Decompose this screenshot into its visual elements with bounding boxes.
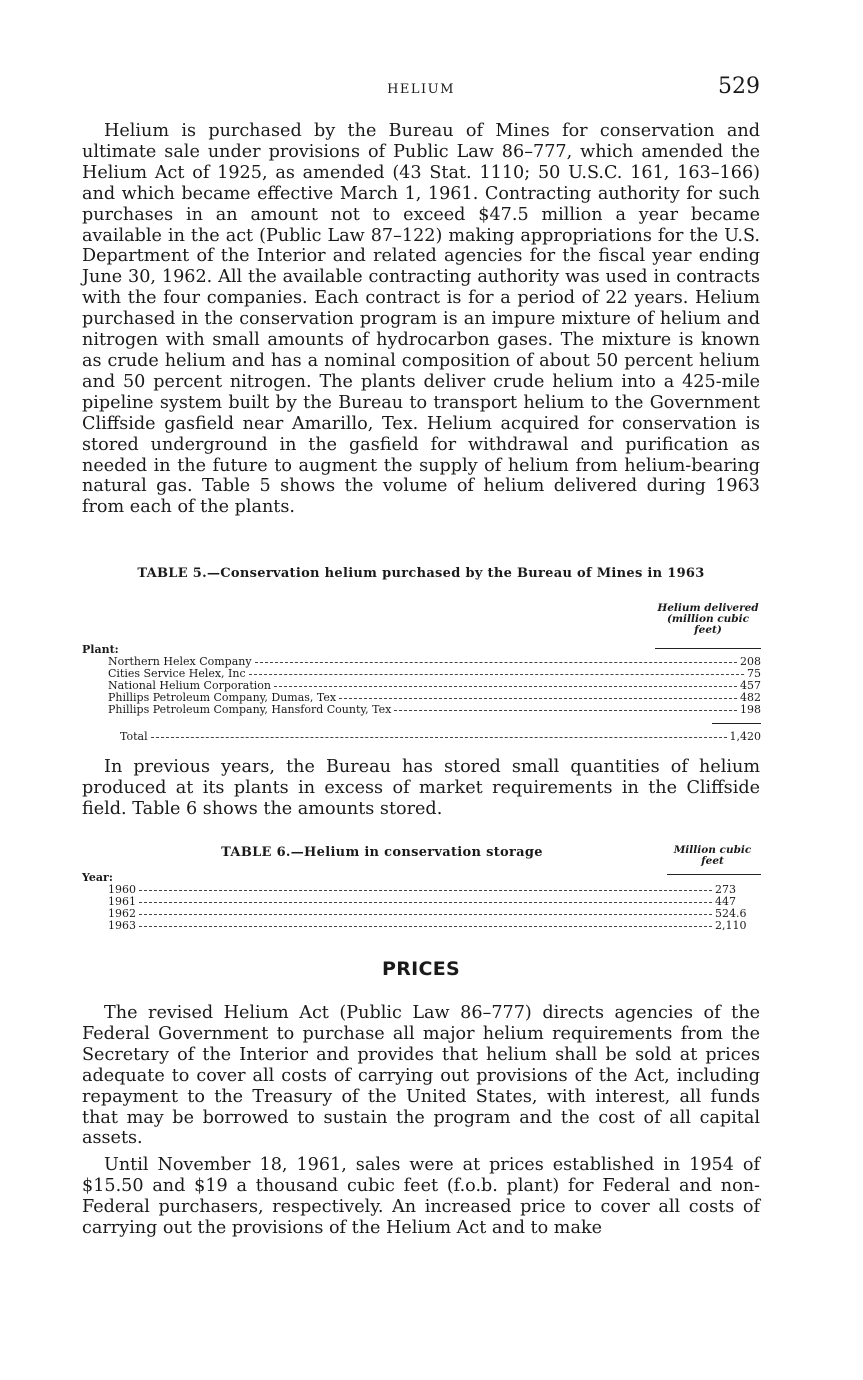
paragraph-previous-storage: In previous years, the Bureau has stored small quantities of helium produced at its plants in excess of market requirements in the Cliffside field. Table 6 shows the amounts stored.	[82, 757, 760, 819]
table-row	[108, 908, 761, 920]
table6-column-header	[655, 845, 770, 867]
paragraph-helium-purchase: Helium is purchased by the Bureau of Mines for conservation and ultimate sale under provisions of Public Law 86–777, which amended the Helium Act of 1925, as amended (43 Stat. 1110; 50 U.S.C. 161, 163–166) and which became effective March 1, 1961. Contracting authority for such purchases in an amount not to exceed $47.5 million a year became available in the act (Public Law 87–122) making appropriations for the U.S. Department of the Interior and related agencies for the fiscal year ending June 30, 1962. All the available contracting authority was used in contracts with the four companies. Each contract is for a period of 22 years. Helium purchased in the conservation program is an impure mixture of helium and nitrogen with small amounts of hydrocarbon gases. The mixture is known as crude helium and has a nominal composition of about 50 percent helium and 50 percent nitrogen. The plants deliver crude helium into a 425-mile pipeline system built by the Bureau to transport helium to the Government Cliffside gasfield near Amarillo, Tex. Helium acquired for conservation is stored underground in the gasfield for withdrawal and purification as needed in the future to augment the supply of helium from helium-bearing natural gas. Table 5 shows the volume of helium delivered during 1963 from each of the plants.	[82, 121, 760, 518]
section-heading: PRICES	[381, 958, 461, 980]
dot-leader	[151, 737, 727, 738]
table-row	[108, 692, 761, 704]
dot-leader	[139, 926, 712, 927]
table5-row-label: Phillips Petroleum Company, Hansford County, Tex	[108, 703, 392, 716]
paragraph-revised-helium-act: The revised Helium Act (Public Law 86–777) directs agencies of the Federal Government to purchase all major helium requirements from the Secretary of the Interior and provides that helium shall be sold at prices adequate to cover all costs of carrying out provisions of the Act, including repayment to the Treasury of the United States, with interest, all funds that may be borrowed to sustain the program and the cost of all capital assets.	[82, 1003, 760, 1149]
dot-leader	[249, 674, 744, 675]
table5-column-header-line: feet)	[694, 624, 722, 636]
table6-group-label: Year:	[82, 871, 113, 884]
table6-title: TABLE 6.—Helium in conservation storage	[221, 845, 543, 860]
table5-column-header-line: (million cubic	[666, 613, 750, 625]
table-row	[108, 704, 761, 716]
table5-column-header	[648, 603, 768, 636]
table5-row-value: 75	[747, 667, 761, 680]
table6-row-value: 2,110	[715, 919, 747, 932]
dot-leader	[139, 890, 712, 891]
table5-title: TABLE 5.—Conservation helium purchased by the Bureau of Mines in 1963	[137, 566, 705, 581]
table5-row-label: Phillips Petroleum Company, Dumas, Tex	[108, 691, 337, 704]
table5-group-label: Plant:	[82, 643, 119, 656]
table6-row-label: 1960	[108, 883, 136, 896]
table-row	[108, 920, 761, 932]
table5-total-rule	[712, 723, 761, 724]
running-title: HELIUM	[387, 82, 455, 97]
dot-leader	[255, 662, 737, 663]
table6-row-value: 447	[715, 895, 736, 908]
table5-total-value: 1,420	[729, 730, 761, 743]
table-row	[108, 656, 761, 668]
table6-column-header-line: feet	[701, 855, 724, 867]
dot-leader	[394, 710, 737, 711]
table5-row-label: Northern Helex Company	[108, 655, 252, 668]
dot-leader	[139, 914, 712, 915]
table6-header-rule	[667, 874, 761, 875]
table6-row-label: 1961	[108, 895, 136, 908]
paragraph-sales-prices: Until November 18, 1961, sales were at prices established in 1954 of $15.50 and $19 a thousand cubic feet (f.o.b. plant) for Federal and non-Federal purchasers, respectively. An increased price to cover all costs of carrying out the provisions of the Helium Act and to make	[82, 1155, 760, 1238]
table6-row-label: 1962	[108, 907, 136, 920]
table-row	[108, 896, 761, 908]
table5-row-value: 208	[740, 655, 761, 668]
table-row-total	[120, 731, 761, 743]
running-head	[82, 74, 760, 102]
table5-row-value: 457	[740, 679, 761, 692]
table5-row-value: 198	[740, 703, 761, 716]
dot-leader	[339, 698, 737, 699]
table5-header-rule	[655, 648, 761, 649]
dot-leader	[139, 902, 712, 903]
table-row	[108, 680, 761, 692]
table5-column-header-line: Helium delivered	[657, 602, 759, 614]
dot-leader	[274, 686, 737, 687]
table5-row-value: 482	[740, 691, 761, 704]
table6-row-label: 1963	[108, 919, 136, 932]
table-row	[108, 884, 761, 896]
page-number: 529	[718, 74, 760, 99]
table5-row-label: Cities Service Helex, Inc	[108, 667, 246, 680]
table5-total-label: Total	[120, 730, 148, 743]
table6-row-value: 524.6	[715, 907, 747, 920]
table-row	[108, 668, 761, 680]
table6-column-header-line: Million cubic	[673, 844, 752, 856]
table5-row-label: National Helium Corporation	[108, 679, 271, 692]
table6-row-value: 273	[715, 883, 736, 896]
